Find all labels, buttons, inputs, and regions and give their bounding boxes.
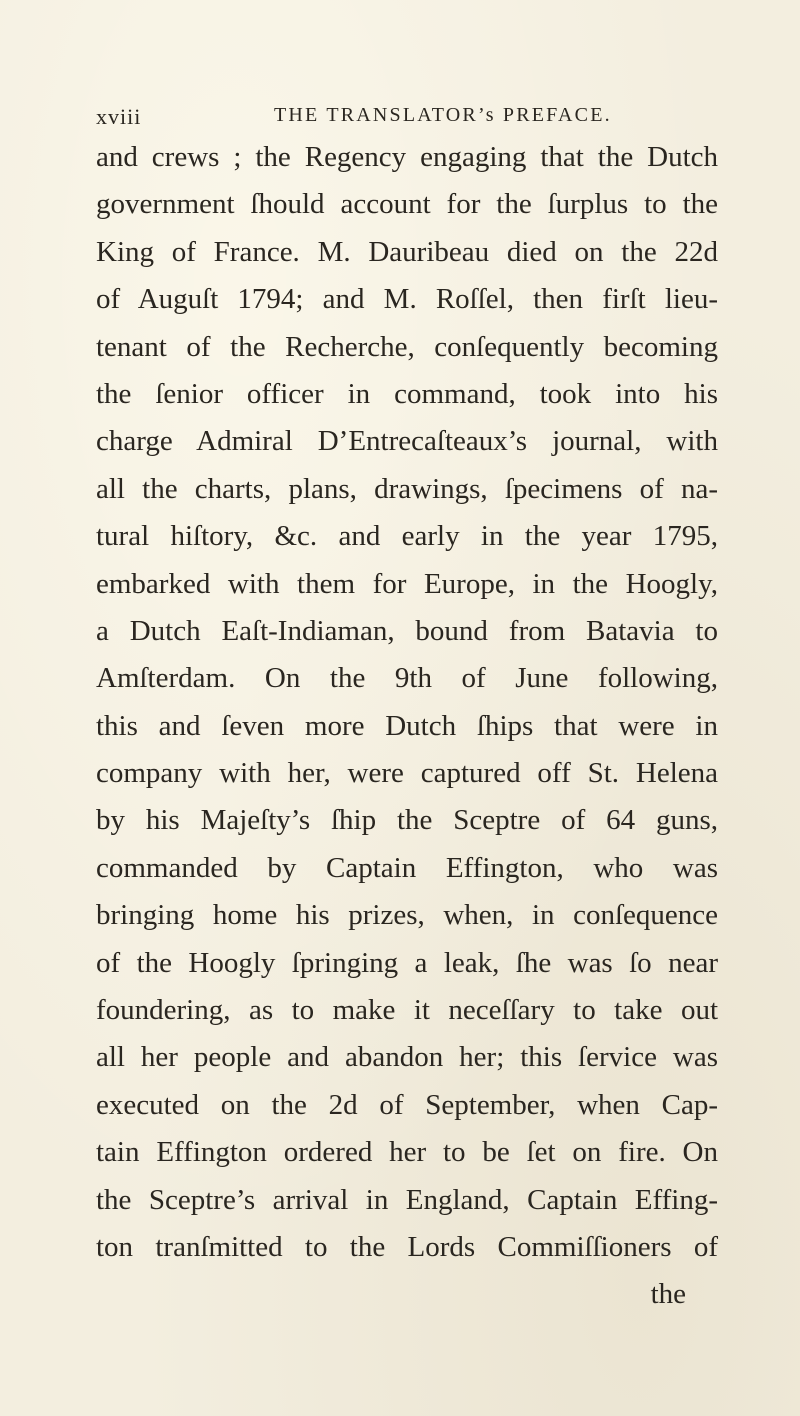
text-line: tenant of the Recherche, conſequently becoming: [96, 330, 718, 363]
text-line: King of France. M. Dauribeau died on the 22d: [96, 235, 718, 268]
running-head: [96, 104, 716, 134]
text-line: executed on the 2d of September, when Cap-: [96, 1088, 718, 1121]
text-line: foundering, as to make it neceſſary to take out: [96, 994, 718, 1027]
text-line: government ſhould account for the ſurplus to the: [96, 188, 718, 221]
text-line: all the charts, plans, drawings, ſpecimens of na-: [96, 472, 718, 505]
text-line: tain Effington ordered her to be ſet on fire. On: [96, 1136, 718, 1169]
page-number: xviii: [96, 104, 142, 129]
text-line: ton tranſmitted to the Lords Commiſſioners of: [96, 1230, 718, 1263]
text-line: of Auguſt 1794; and M. Roſſel, then firſt lieu-: [96, 283, 718, 316]
text-line: bringing home his prizes, when, in conſequence: [96, 899, 718, 932]
catchword: the: [650, 1278, 686, 1311]
text-line: embarked with them for Europe, in the Hoogly,: [96, 567, 718, 600]
text-line: all her people and abandon her; this ſervice was: [96, 1041, 718, 1074]
text-line: the ſenior officer in command, took into his: [96, 377, 718, 410]
text-line: this and ſeven more Dutch ſhips that were in: [96, 709, 718, 742]
text-line: commanded by Captain Effington, who was: [96, 851, 718, 884]
text-line: Amſterdam. On the 9th of June following,: [96, 662, 718, 695]
body-text: [96, 134, 718, 1319]
text-line: by his Majeſty’s ſhip the Sceptre of 64 guns,: [96, 804, 718, 837]
text-line: tural hiſtory, &c. and early in the year 1795,: [96, 520, 718, 553]
text-line: and crews ; the Regency engaging that the Dutch: [96, 141, 718, 173]
text-line: charge Admiral D’Entrecaſteaux’s journal, with: [96, 425, 718, 458]
text-line: the Sceptre’s arrival in England, Captain Effing-: [96, 1183, 718, 1216]
text-line: company with her, were captured off St. Helena: [96, 757, 718, 790]
running-title: THE TRANSLATOR’s PREFACE.: [274, 104, 612, 126]
text-line: a Dutch Eaſt-Indiaman, bound from Batavia to: [96, 614, 718, 647]
text-line: of the Hoogly ſpringing a leak, ſhe was ſo near: [96, 946, 718, 979]
